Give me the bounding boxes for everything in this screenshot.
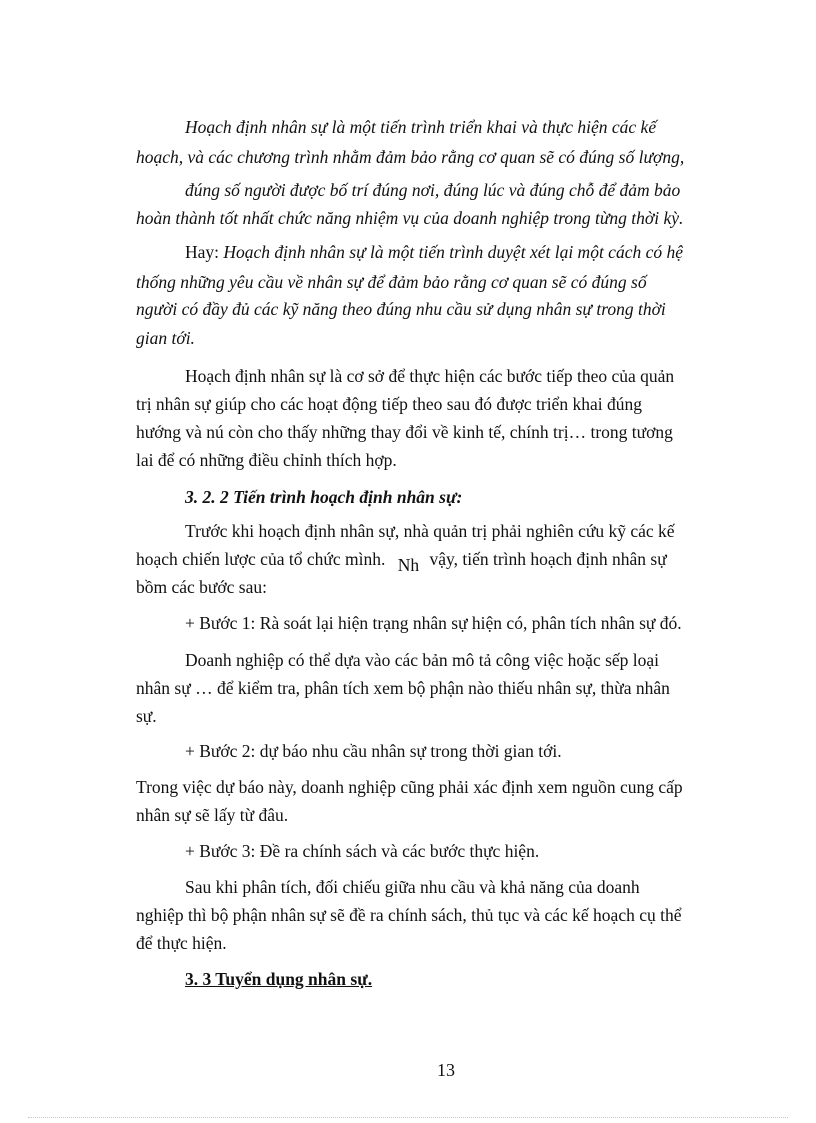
- paragraph-line: nhân sự sẽ lấy từ đâu.: [136, 805, 289, 825]
- paragraph-line: Hoạch định nhân sự là một tiến trình triển khai và thực hiện các kế: [185, 117, 657, 137]
- paragraph-line: nhân sự … để kiểm tra, phân tích xem bộ phận nào thiếu nhân sự, thừa nhân: [136, 678, 670, 698]
- paragraph-line: lai để có những điều chỉnh thích hợp.: [136, 450, 397, 470]
- paragraph-line: đúng số người được bố trí đúng nơi, đúng lúc và đúng chỗ để đảm bảo: [185, 180, 681, 200]
- paragraph-line: Sau khi phân tích, đối chiếu giữa nhu cầu và khả năng của doanh: [185, 877, 640, 897]
- hay-prefix: Hay:: [185, 242, 220, 262]
- paragraph-line: bồm các bước sau:: [136, 577, 267, 597]
- paragraph-text: Hoạch định nhân sự là một tiến trình duyệt xét lại một cách có hệ: [223, 242, 684, 262]
- paragraph-text: vậy, tiến trình hoạch định nhân sự: [429, 549, 667, 569]
- paragraph-line: người có đầy đủ các kỹ năng theo đúng nhu cầu sử dụng nhân sự trong thời: [136, 299, 666, 319]
- section-heading: 3. 2. 2 Tiến trình hoạch định nhân sự:: [185, 487, 463, 507]
- paragraph-line: [136, 548, 667, 575]
- paragraph-line: Trước khi hoạch định nhân sự, nhà quản trị phải nghiên cứu kỹ các kế: [185, 521, 675, 541]
- paragraph-line: thống những yêu cầu về nhân sự để đảm bảo rằng cơ quan sẽ có đúng số: [136, 272, 647, 292]
- step-item: + Bước 3: Đề ra chính sách và các bước thực hiện.: [185, 841, 540, 861]
- paragraph-line: hoạch, và các chương trình nhằm đảm bảo rằng cơ quan sẽ có đúng số lượng,: [136, 147, 685, 167]
- paragraph-line: Doanh nghiệp có thể dựa vào các bản mô tả công việc hoặc sếp loại: [185, 650, 660, 670]
- section-heading: 3. 3 Tuyển dụng nhân sự.: [185, 969, 373, 989]
- paragraph-line: để thực hiện.: [136, 933, 227, 953]
- paragraph-line: hướng và nú còn cho thấy những thay đổi về kinh tế, chính trị… trong tương: [136, 422, 673, 442]
- paragraph-line: hoàn thành tốt nhất chức năng nhiệm vụ của doanh nghiệp trong từng thời kỳ.: [136, 208, 684, 228]
- step-item: + Bước 1: Rà soát lại hiện trạng nhân sự hiện có, phân tích nhân sự đó.: [185, 613, 682, 633]
- stray-fragment: Nh: [397, 555, 420, 575]
- paragraph-line: nghiệp thì bộ phận nhân sự sẽ đề ra chính sách, thủ tục và các kế hoạch cụ thể: [136, 905, 682, 925]
- page-number: 13: [437, 1060, 455, 1080]
- step-item: + Bước 2: dự báo nhu cầu nhân sự trong thời gian tới.: [185, 741, 562, 761]
- paragraph-line: gian tới.: [136, 328, 195, 348]
- paragraph-line: sự.: [136, 706, 157, 726]
- paragraph-line: Hoạch định nhân sự là cơ sở để thực hiện các bước tiếp theo của quản: [185, 366, 675, 386]
- footer-divider: [28, 1117, 788, 1118]
- paragraph-line: [185, 241, 683, 263]
- paragraph-line: Trong việc dự báo này, doanh nghiệp cũng phải xác định xem nguồn cung cấp: [136, 777, 683, 797]
- paragraph-text: hoạch chiến lược của tổ chức mình.: [136, 549, 386, 569]
- paragraph-line: trị nhân sự giúp cho các hoạt động tiếp theo sau đó được triển khai đúng: [136, 394, 642, 414]
